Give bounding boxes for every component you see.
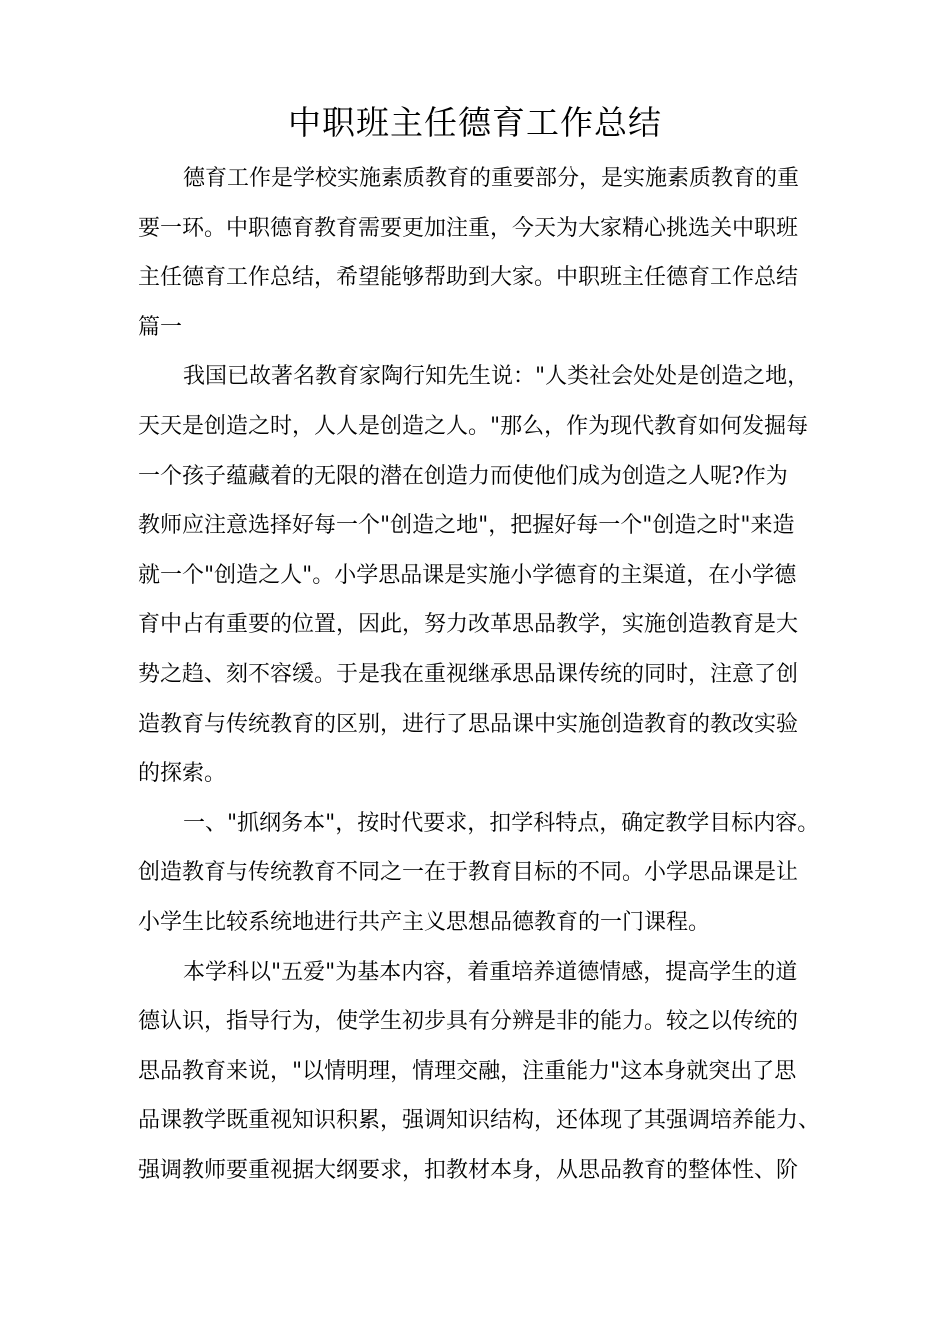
- paragraph-line: 造教育与传统教育的区别，进行了思品课中实施创造教育的教改实验: [138, 711, 799, 737]
- paragraph-line: 教师应注意选择好每一个"创造之地"，把握好每一个"创造之时"来造: [138, 513, 795, 539]
- paragraph-line: 育中占有重要的位置，因此，努力改革思品教学，实施创造教育是大: [138, 612, 799, 638]
- paragraph-line: 小学生比较系统地进行共产主义思想品德教育的一门课程。: [138, 909, 711, 935]
- paragraph-line: 德认识，指导行为，使学生初步具有分辨是非的能力。较之以传统的: [138, 1009, 799, 1035]
- paragraph-line: 思品教育来说，"以情明理，情理交融，注重能力"这本身就突出了思: [138, 1058, 797, 1084]
- paragraph-line: 一、"抓纲务本"，按时代要求，扣学科特点，确定教学目标内容。: [183, 810, 820, 836]
- document-body: [138, 154, 821, 1195]
- document-title: 中职班主任德育工作总结: [288, 103, 662, 142]
- paragraph-line: 要一环。中职德育教育需要更加注重，今天为大家精心挑选关中职班: [138, 215, 799, 241]
- paragraph-line: 创造教育与传统教育不同之一在于教育目标的不同。小学思品课是让: [138, 860, 799, 886]
- paragraph-line: 主任德育工作总结，希望能够帮助到大家。中职班主任德育工作总结: [138, 265, 799, 291]
- paragraph-line: 我国已故著名教育家陶行知先生说："人类社会处处是创造之地，: [183, 364, 810, 390]
- paragraph-line: 德育工作是学校实施素质教育的重要部分，是实施素质教育的重: [183, 166, 800, 191]
- paragraph-line: 本学科以"五爱"为基本内容，着重培养道德情感，提高学生的道: [183, 959, 798, 985]
- paragraph-line: 势之趋、刻不容缓。于是我在重视继承思品课传统的同时，注意了创: [138, 661, 799, 687]
- paragraph-line: 强调教师要重视据大纲要求，扣教材本身，从思品教育的整体性、阶: [138, 1157, 799, 1183]
- paragraph-line: 篇一: [138, 314, 183, 340]
- paragraph-line: 的探索。: [138, 761, 227, 787]
- paragraph-line: 天天是创造之时，人人是创造之人。"那么，作为现代教育如何发掘每: [138, 413, 809, 439]
- paragraph-line: 品课教学既重视知识积累，强调知识结构，还体现了其强调培养能力、: [138, 1108, 821, 1134]
- paragraph-line: 就一个"创造之人"。小学思品课是实施小学德育的主渠道，在小学德: [138, 562, 797, 588]
- paragraph-line: 一个孩子蕴藏着的无限的潜在创造力而使他们成为创造之人呢?作为: [138, 463, 788, 489]
